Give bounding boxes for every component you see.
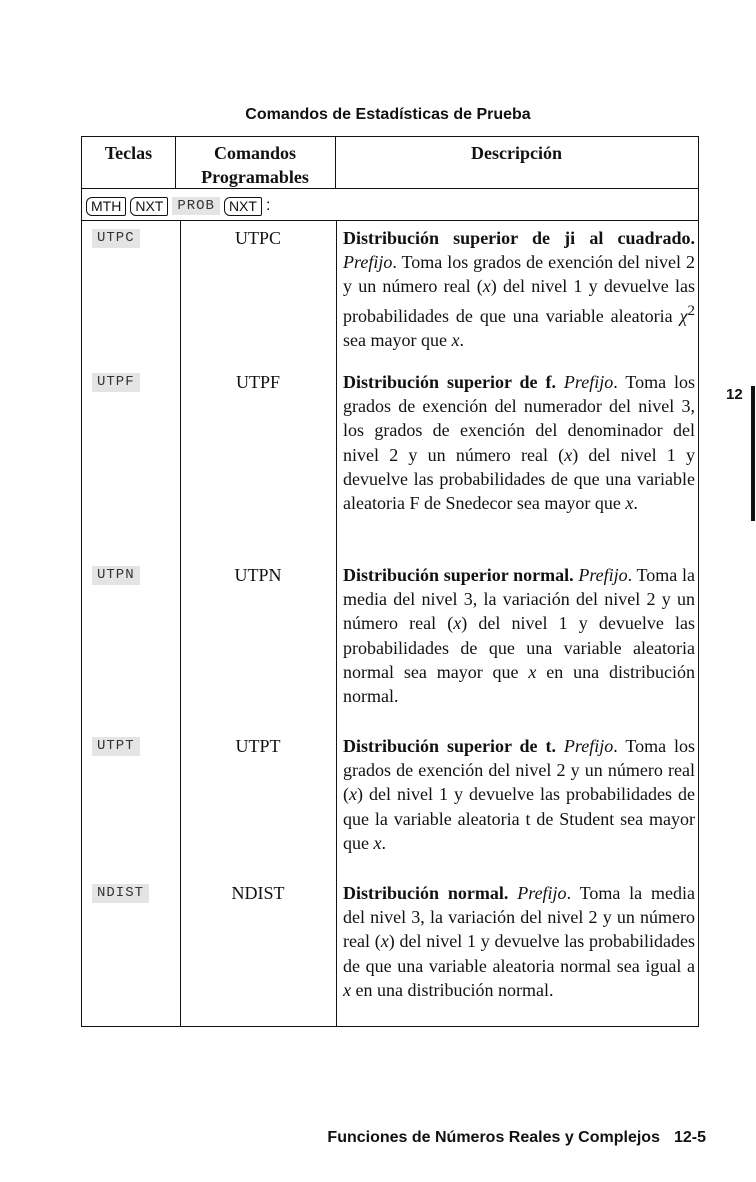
commands-table [81, 136, 699, 1027]
title: Distribución superior de ji al cuadrado. [343, 228, 695, 248]
command-utpf: UTPF [235, 372, 280, 392]
prob-softkey: PROB [172, 197, 220, 215]
header-commands-line1: Comandos [213, 143, 297, 163]
description-utpc [343, 226, 695, 352]
text-c: en una distribución normal. [343, 661, 695, 707]
var-x: x [564, 444, 573, 465]
text-a: . Toma la media del nivel 3, la variación del nivel 2 y un número real ( [343, 883, 696, 952]
page-footer [327, 1129, 706, 1147]
text-d: . [459, 329, 464, 350]
prefix: Prefijo [517, 883, 567, 903]
header-description: Descripción [471, 143, 562, 163]
text-b: ) del nivel 1 y devuelve las probabilidades de que una variable aleatoria normal sea igual a [343, 931, 695, 976]
command-ndist: NDIST [231, 883, 285, 903]
softkey-utpn: UTPN [92, 566, 140, 585]
text-c: . [381, 832, 386, 853]
description-utpt [343, 734, 695, 855]
softkey-ndist: NDIST [92, 884, 149, 903]
var-x: x [482, 276, 491, 297]
section-title: Comandos de Estadísticas de Prueba [245, 106, 531, 123]
prefix: Prefijo [563, 736, 614, 756]
prefix: Prefijo [563, 372, 614, 392]
text-a: . Toma los grados de exención del numerador del nivel 3, los grados de exención del denominador del nivel 2 y un número real ( [343, 372, 695, 465]
title: Distribución superior de f. [343, 372, 556, 392]
nxt-key-2: NXT [224, 197, 262, 216]
var-x: x [453, 613, 462, 634]
keystroke-divider [82, 220, 698, 221]
title: Distribución superior de t. [343, 736, 556, 756]
keystroke-sequence [86, 194, 270, 218]
text-c: sea mayor que [343, 329, 452, 350]
prefix: Prefijo [343, 252, 393, 273]
command-utpc: UTPC [234, 228, 281, 248]
header-commands [175, 141, 335, 189]
column-divider-1-body [180, 220, 181, 1026]
description-utpf [343, 370, 695, 515]
var-x: x [625, 493, 634, 514]
var-x: x [343, 979, 351, 1000]
title: Distribución normal. [343, 883, 509, 903]
footer-chapter-title: Funciones de Números Reales y Complejos [327, 1129, 660, 1146]
text-b: ) del nivel 1 y devuelve las probabilidades de que la variable aleatoria t de Student sea mayor que [343, 784, 695, 853]
footer-page-number: 12-5 [673, 1129, 706, 1146]
var-x: x [380, 931, 389, 952]
chapter-tab-bar [751, 386, 755, 521]
header-commands-line2: Programables [201, 167, 309, 187]
text-b: ) del nivel 1 y devuelve las probabilidades de que una variable aleatoria normal sea mayor que [343, 613, 695, 682]
text-b: ) del nivel 1 y devuelve las probabilidades de que una variable aleatoria [343, 276, 695, 326]
var-x: x [373, 832, 382, 853]
superscript: 2 [687, 302, 695, 319]
text-b: ) del nivel 1 y devuelve las probabilidades de que una variable aleatoria F de Snedecor sea mayor que [343, 444, 695, 514]
mth-key: MTH [86, 197, 126, 216]
command-utpt: UTPT [235, 736, 281, 756]
title: Distribución superior normal. [343, 565, 574, 585]
nxt-key: NXT [130, 197, 168, 216]
text-c: en una distribución normal. [351, 979, 554, 1000]
softkey-utpt: UTPT [92, 737, 140, 756]
keystroke-colon: : [265, 197, 271, 214]
description-utpn [343, 563, 695, 708]
column-divider-2-body [336, 220, 337, 1026]
header-keys: Teclas [104, 143, 153, 163]
text-a: . Toma los grados de exención del nivel 2 y un número real ( [343, 252, 695, 297]
text-a: . Toma los grados de exención del nivel 2 y un número real ( [343, 736, 695, 805]
softkey-utpf: UTPF [92, 373, 140, 392]
var-x: x [349, 784, 357, 805]
prefix: Prefijo [578, 565, 628, 585]
text-a: . Toma la media del nivel 3, la variación del nivel 2 y un número real ( [343, 565, 695, 634]
text-c: . [633, 493, 638, 514]
var-x: x [528, 661, 537, 682]
chapter-tab-label: 12 [726, 386, 743, 403]
chi: χ [679, 305, 688, 326]
description-ndist [343, 881, 695, 1002]
command-utpn: UTPN [234, 565, 282, 585]
softkey-utpc: UTPC [92, 229, 140, 248]
var-x: x [451, 329, 460, 350]
